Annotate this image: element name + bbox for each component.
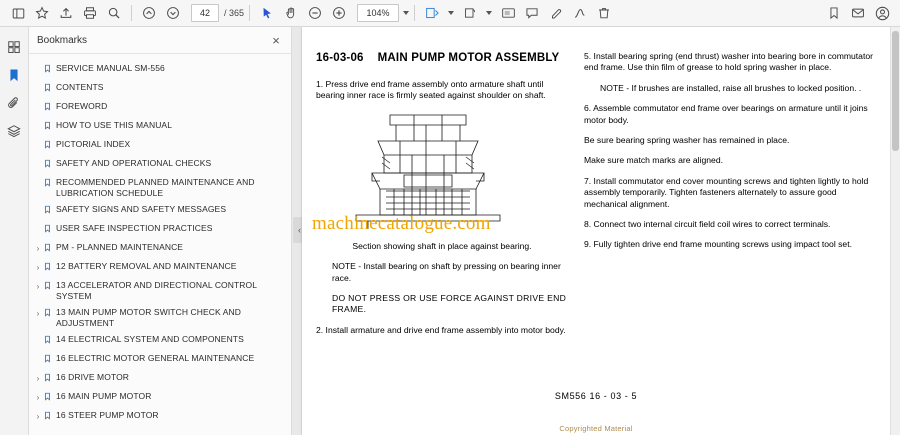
bookmark-item-label: 16 ELECTRIC MOTOR GENERAL MAINTENANCE [56,353,255,363]
paragraph-match-marks: Make sure match marks are aligned. [584,155,723,166]
bookmark-item-label: 16 MAIN PUMP MOTOR [56,391,152,401]
bookmark-icon [43,371,56,383]
main-body [0,27,900,435]
watermark-text: machinecatalogue.com [312,213,491,234]
next-page-icon[interactable] [162,3,184,24]
chevron-down-icon[interactable] [403,11,409,15]
bookmark-icon [43,203,56,215]
page-left-column [316,51,584,435]
bookmarks-panel-header [29,27,291,54]
bookmark-icon [43,260,56,272]
bookmark-icon [43,333,56,345]
bookmark-item-label: USER SAFE INSPECTION PRACTICES [56,223,213,233]
bookmark-icon [43,390,56,402]
toolbar-divider-1 [131,5,132,21]
bookmark-item-label: PICTORIAL INDEX [56,139,131,149]
rotate-chevron-icon[interactable] [486,11,492,15]
expand-chevron-icon[interactable]: › [36,282,40,291]
toolbar-divider-2 [249,5,250,21]
bookmarks-list[interactable] [29,54,291,435]
sidebar-rail [0,27,29,435]
page-title [316,51,568,65]
bookmarks-panel-title: Bookmarks [37,34,88,46]
bookmark-icon [43,119,56,131]
page-total-label: / 365 [224,8,245,18]
bookmarks-panel [29,27,292,435]
bookmark-item-label: RECOMMENDED PLANNED MAINTENANCE AND LUBRICATION SCHEDULE [56,177,255,198]
expand-chevron-icon[interactable]: › [36,244,40,253]
bookmark-icon [43,352,56,364]
paragraph-step-6: 6. Assemble commutator end frame over bearings on armature until it joins motor body. [584,103,868,125]
cursor-icon[interactable] [256,3,278,24]
toolbar-page-group [137,3,244,24]
expand-chevron-icon[interactable]: › [36,393,40,402]
previous-page-icon[interactable] [138,3,160,24]
close-icon[interactable]: × [272,32,280,48]
page-previous-arrow[interactable]: ‹ [293,217,306,243]
paragraph-note-bearing: NOTE - Install bearing on shaft by pressing on bearing inner race. [332,261,561,283]
layers-icon[interactable] [3,119,25,143]
bookmark-item-label: SAFETY SIGNS AND SAFETY MESSAGES [56,204,227,214]
bookmark-item-label: PM - PLANNED MAINTENANCE [56,242,184,252]
paragraph-step-5: 5. Install bearing spring (end thrust) washer into bearing bore in commutator end frame. Use thin film of grease to hold spring washer in place. [584,51,873,73]
search-icon[interactable] [103,3,125,24]
bookmark-item[interactable] [29,239,291,258]
presentation-icon[interactable] [497,3,519,24]
bookmark-item[interactable] [29,155,291,174]
account-icon[interactable] [871,3,893,24]
bookmark-item-label: SAFETY AND OPERATIONAL CHECKS [56,158,212,168]
bookmark-item[interactable] [29,331,291,350]
bookmark-icon [43,62,56,74]
upload-icon[interactable] [55,3,77,24]
paragraph-step-8: 8. Connect two internal circuit field coil wires to correct terminals. [584,219,831,230]
bookmark-icon [43,306,56,318]
section-number: 16-03-06 [316,52,364,64]
page-number-input[interactable]: 42 [191,4,219,22]
fit-page-icon[interactable] [421,3,443,24]
pages-thumbnail-icon[interactable] [3,35,25,59]
bookmark-icon [43,176,56,188]
pdf-page [302,27,890,435]
toolbar [0,0,900,27]
bookmark-item[interactable] [29,136,291,155]
bookmark-item-label: SERVICE MANUAL SM-556 [56,63,165,73]
toolbar-tools-group [255,3,409,24]
bookmark-item[interactable] [29,117,291,136]
page-footer-code: SM556 16 - 03 - 5 [554,391,638,401]
bookmark-item-label: 13 MAIN PUMP MOTOR SWITCH CHECK AND ADJUSTMENT [56,307,242,328]
highlight-icon[interactable] [545,3,567,24]
paragraph-step-9: 9. Fully tighten drive end frame mounting screws using impact tool set. [584,239,852,250]
paragraph-step-2: 2. Install armature and drive end frame assembly into motor body. [316,324,566,335]
fit-page-chevron-icon[interactable] [448,11,454,15]
hand-tool-icon[interactable] [280,3,302,24]
bookmark-item[interactable] [29,174,291,201]
bookmark-item[interactable] [29,60,291,79]
page-right-column [584,51,874,435]
print-icon[interactable] [79,3,101,24]
paragraph-warning-force: DO NOT PRESS OR USE FORCE AGAINST DRIVE END FRAME. [332,293,567,315]
expand-chevron-icon[interactable]: › [36,374,40,383]
bookmark-icon [43,81,56,93]
document-area[interactable] [292,27,900,435]
rotate-icon[interactable] [459,3,481,24]
expand-chevron-icon[interactable]: › [36,309,40,318]
bookmark-icon [43,100,56,112]
bookmark-icon [43,138,56,150]
page-footer-copyright: Copyrighted Material [559,424,633,433]
toolbar-left-group [6,3,126,24]
bookmark-item-label: FOREWORD [56,101,108,111]
bookmark-item-label: 13 ACCELERATOR AND DIRECTIONAL CONTROL SYSTEM [56,280,257,301]
zoom-level-select[interactable] [357,4,399,22]
zoom-in-icon[interactable] [328,3,350,24]
bookmark-item[interactable] [29,98,291,117]
bookmark-item[interactable] [29,407,291,426]
panel-toggle-icon[interactable] [7,3,29,24]
comment-icon[interactable] [521,3,543,24]
bookmark-item[interactable] [29,304,291,331]
bookmark-item[interactable] [29,369,291,388]
paragraph-spring-washer: Be sure bearing spring washer has remained in place. [584,135,790,146]
toolbar-divider-3 [414,5,415,21]
document-scrollbar[interactable] [890,27,900,435]
zoom-level-value: 104% [366,8,390,18]
delete-icon[interactable] [593,3,615,24]
paragraph-step-1: 1. Press drive end frame assembly onto armature shaft until bearing inner race is firmly seated against shoulder on shaft. [316,79,546,101]
bookmark-item[interactable] [29,258,291,277]
scrollbar-thumb[interactable] [892,31,899,151]
toolbar-view-group [420,3,616,24]
draw-icon[interactable] [569,3,591,24]
bookmark-item[interactable] [29,350,291,369]
mail-icon[interactable] [847,3,869,24]
section-title: MAIN PUMP MOTOR ASSEMBLY [377,52,560,64]
bookmark-icon[interactable] [3,63,25,87]
bookmark-item[interactable] [29,388,291,407]
bookmark-item[interactable] [29,220,291,239]
star-icon[interactable] [31,3,53,24]
paragraph-step-7: 7. Install commutator end cover mounting screws and tighten lightly to hold assembly temporarily. Tighten fasteners alternately to assure good mechanical alignment. [584,175,869,209]
bookmark-icon [43,241,56,253]
figure-caption: Section showing shaft in place against bearing. [352,240,532,251]
expand-chevron-icon[interactable]: › [36,412,40,421]
bookmark-item-label: 12 BATTERY REMOVAL AND MAINTENANCE [56,261,237,271]
expand-chevron-icon[interactable]: › [36,263,40,272]
bookmark-item-label: 16 DRIVE MOTOR [56,372,130,382]
bookmark-icon[interactable] [823,3,845,24]
toolbar-right-group [822,3,894,24]
paragraph-note-brushes: NOTE - If brushes are installed, raise all brushes to locked position. . [600,82,862,93]
bookmark-item-label: 14 ELECTRICAL SYSTEM AND COMPONENTS [56,334,244,344]
attachment-icon[interactable] [3,91,25,115]
bookmark-icon [43,279,56,291]
bookmark-item-label: HOW TO USE THIS MANUAL [56,120,173,130]
bookmark-item[interactable] [29,277,291,304]
bookmark-item-label: 16 STEER PUMP MOTOR [56,410,159,420]
bookmark-icon [43,409,56,421]
zoom-out-icon[interactable] [304,3,326,24]
bookmark-icon [43,222,56,234]
bookmark-item[interactable] [29,201,291,220]
bookmark-item-label: CONTENTS [56,82,104,92]
bookmark-item[interactable] [29,79,291,98]
bookmark-icon [43,157,56,169]
